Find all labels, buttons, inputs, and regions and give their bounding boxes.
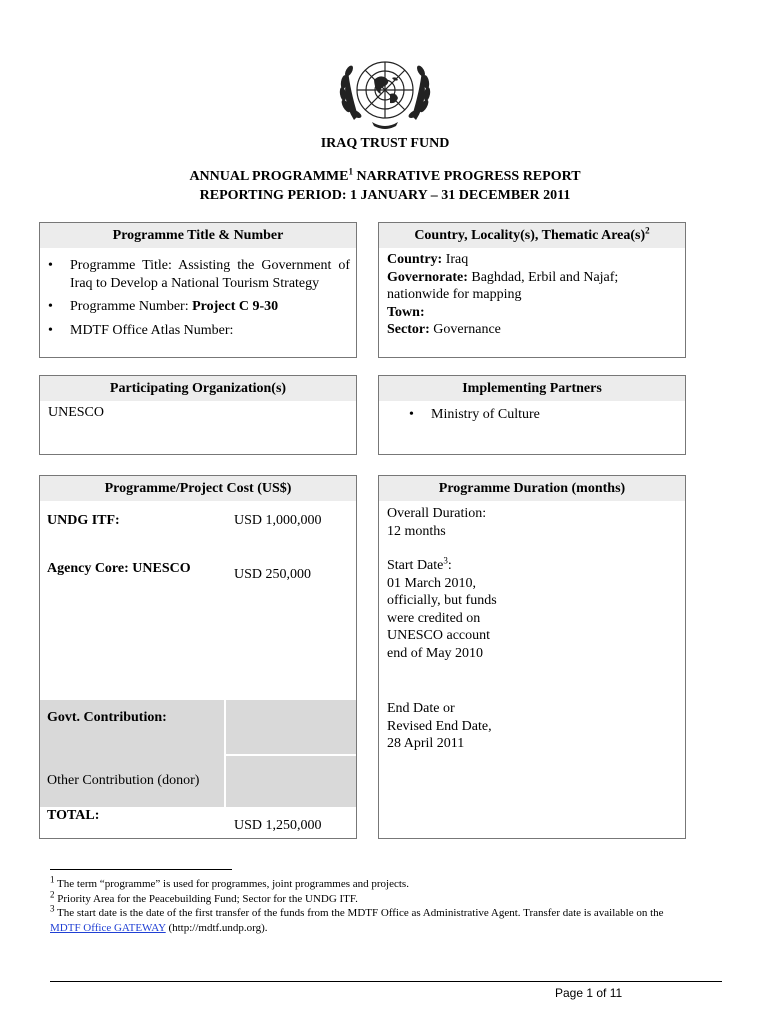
programme-number-item — [42, 298, 350, 316]
start-date-label-text: Start Date — [387, 558, 444, 573]
country-heading — [379, 223, 685, 249]
governorate-value: Baghdad, Erbil and Najaf; nationwide for mapping — [387, 269, 619, 302]
un-emblem-icon — [332, 50, 438, 132]
report-title — [0, 166, 770, 185]
start-date-colon: : — [447, 558, 452, 573]
footer-rule — [50, 981, 722, 982]
cost-value-undg-itf: USD 1,000,000 — [234, 513, 322, 528]
footnote-ref-1: 1 — [348, 166, 353, 177]
footnote-3-number: 3 — [50, 903, 55, 914]
start-date-label — [387, 557, 505, 575]
governorate-line — [387, 269, 677, 304]
footnote-separator — [50, 869, 232, 870]
overall-duration-label: Overall Duration: — [387, 506, 487, 521]
overall-duration-value: 12 months — [387, 523, 446, 539]
cost-gray-right-1 — [226, 700, 356, 754]
end-date-label-2: Revised End Date, — [387, 718, 492, 734]
footnote-2-text: Priority Area for the Peacebuilding Fund; Sector for the UNDG ITF. — [54, 892, 358, 905]
programme-duration-heading: Programme Duration (months) — [379, 476, 685, 502]
country-label: Country: — [387, 252, 443, 267]
footnote-3 — [50, 903, 690, 935]
cost-label-total: TOTAL: — [47, 808, 100, 823]
country-value: Iraq — [442, 252, 469, 267]
footnotes — [50, 874, 690, 935]
footnote-1-text: The term “programme” is used for programmes, joint programmes and projects. — [54, 878, 409, 890]
cost-label-govt: Govt. Contribution: — [47, 710, 167, 725]
programme-title-heading: Programme Title & Number — [40, 223, 356, 249]
footnote-1-number: 1 — [50, 874, 55, 885]
footnote-3-text-b: (http://mdtf.undp.org). — [165, 921, 268, 934]
cost-label-agency-core: Agency Core: UNESCO — [47, 561, 191, 576]
footnote-2-number: 2 — [50, 888, 55, 899]
participating-org-value: UNESCO — [48, 405, 105, 420]
start-date-value: 01 March 2010, officially, but funds were credited on UNESCO account end of May 2010 — [387, 575, 497, 661]
implementing-partners-heading: Implementing Partners — [379, 376, 685, 402]
programme-title-item: • Programme Title: Assisting the Government of Iraq to Develop a National Tourism Strategy — [42, 257, 350, 292]
participating-org-heading: Participating Organization(s) — [40, 376, 356, 402]
report-title-part-a: ANNUAL PROGRAMME — [189, 169, 349, 184]
programme-cost-box — [39, 475, 357, 839]
cost-label-other: Other Contribution (donor) — [47, 773, 200, 788]
atlas-number-item: • MDTF Office Atlas Number: — [42, 322, 350, 340]
programme-number-label: Programme Number: — [70, 299, 193, 314]
report-title-part-b: NARRATIVE PROGRESS REPORT — [352, 169, 581, 184]
page-number: Page 1 of 11 — [555, 986, 623, 1000]
participating-org-box — [39, 375, 357, 455]
town-label: Town: — [387, 304, 425, 320]
org-title: IRAQ TRUST FUND — [320, 136, 450, 151]
sector-value: Governance — [429, 322, 501, 337]
country-line — [387, 251, 677, 269]
country-box — [378, 222, 686, 358]
end-date-label-1: End Date or — [387, 701, 455, 716]
cost-label-undg-itf: UNDG ITF: — [47, 513, 120, 528]
implementing-partners-box — [378, 375, 686, 455]
programme-cost-heading: Programme/Project Cost (US$) — [40, 476, 356, 502]
implementing-partner-item: • Ministry of Culture — [403, 406, 685, 424]
footnote-1 — [50, 874, 690, 892]
cost-value-total: USD 1,250,000 — [234, 818, 322, 833]
country-heading-text: Country, Locality(s), Thematic Area(s) — [414, 228, 646, 243]
programme-duration-box — [378, 475, 686, 839]
footnote-3-text-a: The start date is the date of the first transfer of the funds from the MDTF Office as Administrative Agent. Transfer date is available on the — [54, 907, 664, 919]
end-date-value: 28 April 2011 — [387, 736, 465, 751]
town-line — [387, 304, 677, 322]
cost-value-agency-core: USD 250,000 — [234, 567, 312, 582]
governorate-label: Governorate: — [387, 269, 468, 285]
mdtf-gateway-link[interactable]: MDTF Office GATEWAY — [50, 921, 166, 934]
footnote-ref-3: 3 — [443, 555, 448, 566]
footnote-2 — [50, 888, 690, 907]
footnote-ref-2: 2 — [645, 225, 650, 236]
programme-title-box — [39, 222, 357, 358]
cost-gray-right-2 — [226, 756, 356, 807]
sector-label: Sector: — [387, 322, 430, 337]
programme-number-value: Project C 9-30 — [192, 299, 279, 314]
sector-line — [387, 321, 677, 339]
reporting-period: REPORTING PERIOD: 1 JANUARY – 31 DECEMBER 2011 — [199, 188, 571, 203]
